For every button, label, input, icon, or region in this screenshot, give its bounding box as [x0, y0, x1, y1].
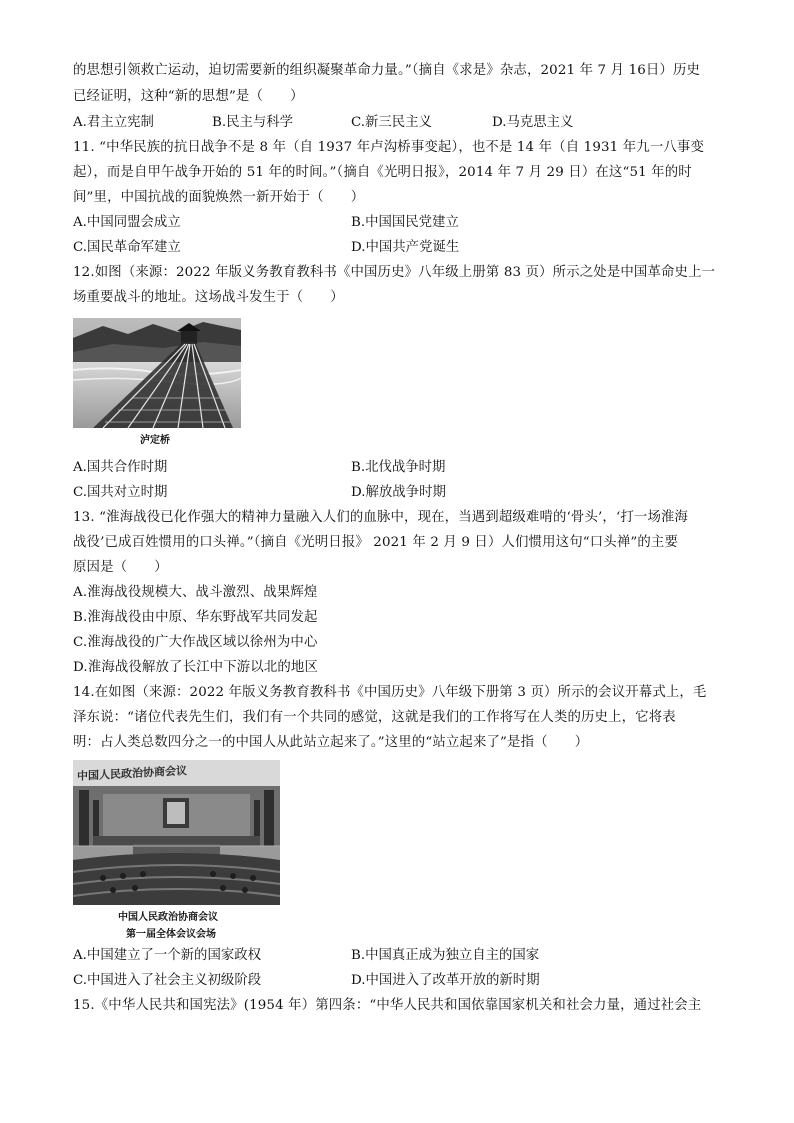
luding-bridge-illustration — [73, 318, 241, 428]
q10-text-line-1: 的思想引领救亡运动，迫切需要新的组织凝聚革命力量。”（摘自《求是》杂志，2021 年 7 月 16日）历史 — [73, 63, 701, 78]
q12-text-line-1: 12.如图（来源：2022 年版义务教育教科书《中国历史》八年级上册第 83 页）所示之处是中国革命史上一 — [73, 265, 716, 280]
q11-text-line-3: 间”里，中国抗战的面貌焕然一新开始于（ ） — [73, 190, 365, 205]
q11-option-a: A.中国同盟会成立 — [73, 215, 181, 230]
luding-bridge-caption: 泸定桥 — [140, 435, 170, 446]
q13-text-line-2: 战役’已成百姓惯用的口头禅。”（摘自《光明日报》 2021 年 2 月 9 日）人们惯用这句“口头禅”的主要 — [73, 535, 678, 550]
q14-text-line-2: 泽东说：“诸位代表先生们，我们有一个共同的感觉，这就是我们的工作将写在人类的历史上，它将表 — [73, 710, 676, 725]
cppcc-caption-line-2: 第一届全体会议会场 — [126, 929, 216, 940]
q14-option-c: C.中国进入了社会主义初级阶段 — [73, 973, 262, 988]
q13-option-b: B.淮海战役由中原、华东野战军共同发起 — [73, 610, 318, 625]
q14-option-a: A.中国建立了一个新的国家政权 — [73, 948, 262, 963]
q12-option-b: B.北伐战争时期 — [351, 460, 446, 475]
q10-option-d: D.马克思主义 — [492, 115, 574, 130]
q14-option-b: B.中国真正成为独立自主的国家 — [351, 948, 540, 963]
luding-bridge-photo — [73, 318, 241, 428]
q12-text-line-2: 场重要战斗的地址。这场战斗发生于（ ） — [73, 290, 344, 305]
q14-text-line-1: 14.在如图（来源：2022 年版义务教育教科书《中国历史》八年级下册第 3 页）所示的会议开幕式上，毛 — [73, 685, 707, 700]
q14-option-d: D.中国进入了改革开放的新时期 — [351, 973, 540, 988]
q11-text-line-2: 起），而是自甲午战争开始的 51 年的时间。”（摘自《光明日报》，2014 年 7 月 29 日）在这“51 年的时 — [73, 165, 692, 180]
cppcc-hall-photo — [73, 760, 280, 905]
q11-option-c: C.国民革命军建立 — [73, 240, 181, 255]
cppcc-caption-line-1: 中国人民政治协商会议 — [118, 912, 218, 923]
q10-text-line-2: 已经证明，这种“新的思想”是（ ） — [73, 89, 304, 104]
q13-text-line-1: 13. “淮海战役已化作强大的精神力量融入人们的血脉中，现在，当遇到超级难啃的‘骨头’，‘打一场淮海 — [73, 510, 689, 525]
cppcc-banner-text: 中国人民政治协商会议 — [77, 764, 187, 783]
q14-text-line-3: 明：占人类总数四分之一的中国人从此站立起来了。”这里的“站立起来了”是指（ ） — [73, 735, 589, 750]
q11-option-d: D.中国共产党诞生 — [351, 240, 460, 255]
q15-text-line-1: 15.《中华人民共和国宪法》(1954 年）第四条：“中华人民共和国依靠国家机关和社会力量，通过社会主 — [73, 998, 702, 1013]
q13-option-d: D.淮海战役解放了长江中下游以北的地区 — [73, 660, 319, 675]
q12-option-d: D.解放战争时期 — [351, 485, 446, 500]
q13-option-a: A.淮海战役规模大、战斗激烈、战果辉煌 — [73, 585, 318, 600]
q12-option-c: C.国共对立时期 — [73, 485, 168, 500]
q10-option-a: A.君主立宪制 — [73, 115, 154, 130]
q12-option-a: A.国共合作时期 — [73, 460, 168, 475]
q10-option-b: B.民主与科学 — [212, 115, 294, 130]
q13-text-line-3: 原因是（ ） — [73, 560, 168, 575]
q13-option-c: C.淮海战役的广大作战区域以徐州为中心 — [73, 635, 318, 650]
q11-text-line-1: 11. “中华民族的抗日战争不是 8 年（自 1937 年卢沟桥事变起），也不是 14 年（自 1931 年九一八事变 — [73, 140, 704, 155]
q10-option-c: C.新三民主义 — [351, 115, 432, 130]
q11-option-b: B.中国国民党建立 — [351, 215, 459, 230]
